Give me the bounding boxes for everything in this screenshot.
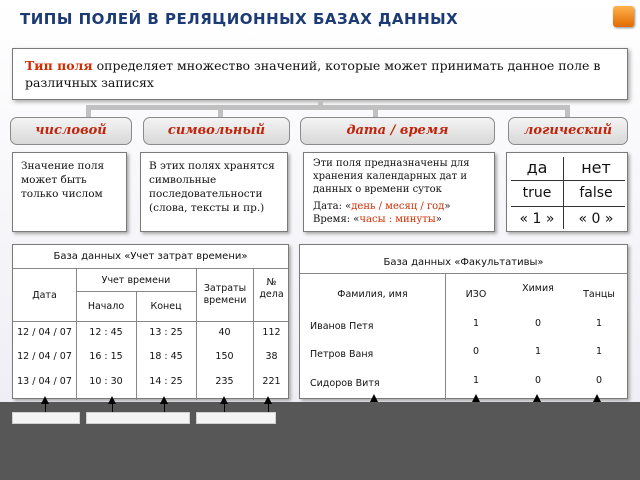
list-item-name: Иванов Петя xyxy=(310,321,374,332)
table-row-2-case: 38 xyxy=(265,351,278,362)
table-row-3-cost: 235 xyxy=(215,376,234,387)
header-end: Конец xyxy=(150,301,182,312)
arrow-up-icon xyxy=(108,396,116,404)
definition-box xyxy=(12,48,628,100)
description-numeric: Значение поля может быть только числом xyxy=(12,152,127,232)
table-row-1-start: 12 : 45 xyxy=(89,327,123,338)
header-name: Фамилия, имя xyxy=(337,289,408,300)
table-time-tracking xyxy=(12,244,289,399)
header-case-number: № дела xyxy=(259,277,284,300)
arrow-up-icon xyxy=(264,396,272,404)
category-symbolic: символьный xyxy=(143,117,290,145)
category-logical: логический xyxy=(508,117,628,145)
logical-zero: « 0 » xyxy=(578,211,614,227)
arrow-up-icon xyxy=(160,396,168,404)
logical-no: нет xyxy=(581,158,611,177)
bottom-stub-middle xyxy=(86,412,190,424)
list-item-art: 1 xyxy=(472,375,480,386)
header-time-cost: Затраты времени xyxy=(203,283,247,306)
header-dance: Танцы xyxy=(583,289,615,300)
connector-up xyxy=(318,100,323,108)
table-row-3-case: 221 xyxy=(262,376,281,387)
table-title: База данных «Учет затрат времени» xyxy=(53,251,248,262)
arrow-up-icon xyxy=(593,394,601,402)
datetime-date-format: Дата: «день / месяц / год» xyxy=(313,201,451,212)
home-icon[interactable] xyxy=(613,6,634,27)
category-numeric: числовой xyxy=(10,117,132,145)
table-title: База данных «Факультативы» xyxy=(383,257,544,268)
list-item-art: 0 xyxy=(472,346,480,357)
header-date: Дата xyxy=(32,290,57,301)
datetime-text: Эти поля предназначены для хранения календарных дат и данных о времени суток xyxy=(313,158,470,195)
list-item-chemistry: 0 xyxy=(534,318,542,329)
list-item-dance: 0 xyxy=(595,375,603,386)
table-row-1-end: 13 : 25 xyxy=(149,327,183,338)
arrow-up-icon xyxy=(41,396,49,404)
arrow-up-icon xyxy=(370,394,378,402)
table-row-1-case: 112 xyxy=(262,327,281,338)
table-row-2-end: 18 : 45 xyxy=(149,351,183,362)
logical-one: « 1 » xyxy=(519,211,555,227)
list-item-art: 1 xyxy=(472,318,480,329)
page-title: ТИПЫ ПОЛЕЙ В РЕЛЯЦИОННЫХ БАЗАХ ДАННЫХ xyxy=(20,10,459,28)
table-row-3-date: 13 / 04 / 07 xyxy=(17,376,72,387)
logical-yes: да xyxy=(526,158,548,177)
table-row-2-date: 12 / 04 / 07 xyxy=(17,351,72,362)
table-row-2-cost: 150 xyxy=(215,351,234,362)
arrow-up-icon xyxy=(472,394,480,402)
logical-false: false xyxy=(579,185,613,201)
definition-text: определяет множество значений, которые может принимать данное поле в различных записях xyxy=(25,58,601,90)
logical-true: true xyxy=(522,185,552,201)
bottom-stub-left xyxy=(12,412,80,424)
arrow-up-icon xyxy=(220,396,228,404)
list-item-name: Сидоров Витя xyxy=(310,378,380,389)
list-item-name: Петров Ваня xyxy=(310,349,374,360)
description-symbolic: В этих полях хранятся символьные последовательности (слова, тексты и пр.) xyxy=(140,152,288,232)
list-item-dance: 1 xyxy=(595,346,603,357)
list-item-dance: 1 xyxy=(595,318,603,329)
datetime-time-format: Время: «часы : минуты» xyxy=(313,214,442,225)
table-row-3-start: 10 : 30 xyxy=(89,376,123,387)
header-chemistry: Химия xyxy=(522,283,554,294)
connector-horizontal xyxy=(88,105,568,110)
table-row-1-cost: 40 xyxy=(218,327,231,338)
header-time-tracking: Учет времени xyxy=(101,275,171,286)
table-row-2-start: 16 : 15 xyxy=(89,351,123,362)
table-electives xyxy=(299,244,628,399)
list-item-chemistry: 0 xyxy=(534,375,542,386)
description-datetime xyxy=(303,152,495,232)
list-item-chemistry: 1 xyxy=(534,346,542,357)
header-start: Начало xyxy=(87,301,125,312)
header-art: ИЗО xyxy=(465,289,487,300)
logical-values-grid xyxy=(506,152,628,232)
category-datetime: дата / время xyxy=(300,117,495,145)
table-row-3-end: 14 : 25 xyxy=(149,376,183,387)
arrow-up-icon xyxy=(533,394,541,402)
table-row-1-date: 12 / 04 / 07 xyxy=(17,327,72,338)
bottom-stub-right xyxy=(196,412,276,424)
definition-keyword: Тип поля xyxy=(25,58,93,73)
